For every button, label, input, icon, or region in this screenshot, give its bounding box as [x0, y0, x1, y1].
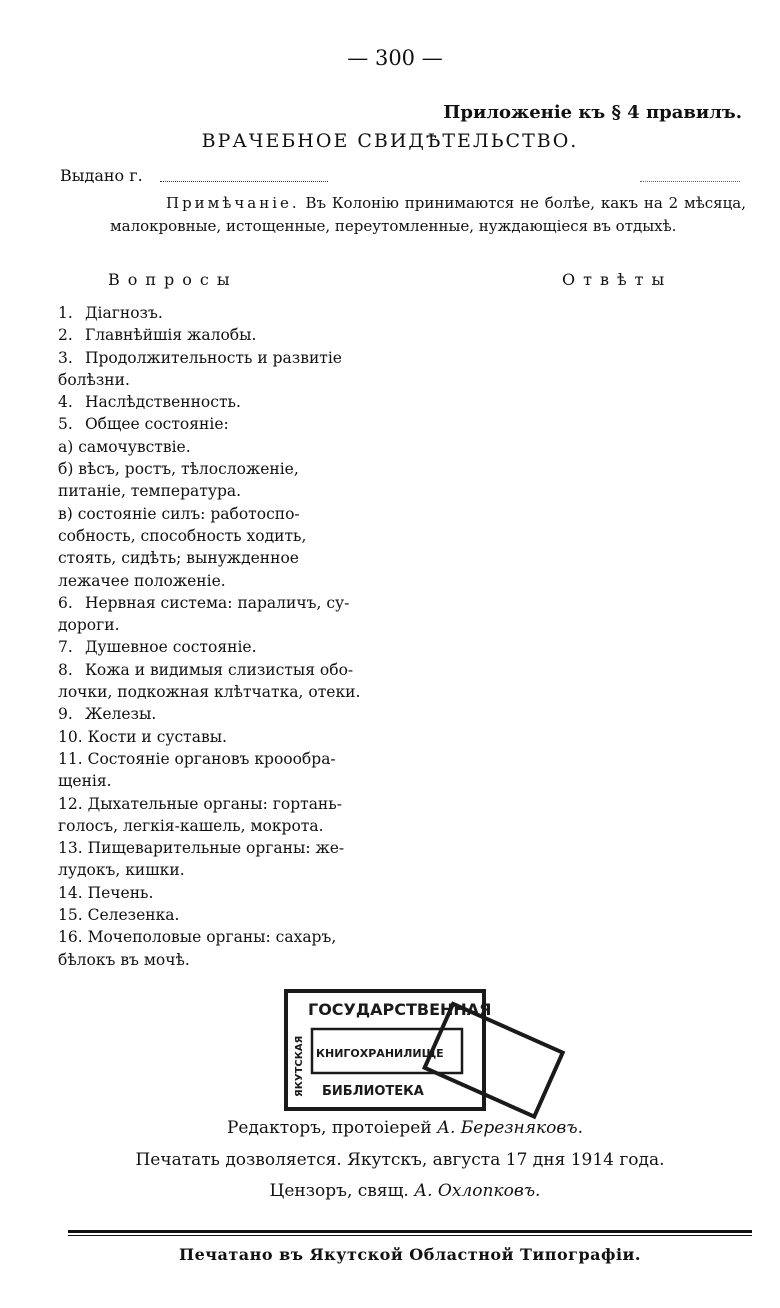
question-continuation: щенія. — [58, 772, 112, 791]
stamp-side-text: ЯКУТСКАЯ — [294, 1035, 305, 1097]
questions-list — [58, 302, 408, 971]
stamp-line-1: ГОСУДАРСТВЕННАЯ — [308, 1000, 492, 1019]
question-number: 7. — [58, 638, 73, 657]
question-number: 2. — [58, 326, 73, 345]
editor-label: Редакторъ, протоіерей — [226, 1118, 432, 1138]
appendix-reference: Приложеніе къ § 4 правилъ. — [443, 102, 742, 123]
question-text: Главнѣйшія жалобы. — [84, 326, 257, 345]
question-text: Нервная система: параличъ, су- — [84, 593, 350, 612]
library-stamp — [282, 985, 572, 1125]
question-number: 15. — [58, 906, 83, 925]
sub-question: а) самочувствіе. — [58, 437, 191, 456]
question-number: 1. — [58, 304, 73, 322]
question-item — [58, 703, 408, 725]
question-text: Кости и суставы. — [87, 727, 227, 746]
question-text: Общее состояніе: — [84, 415, 229, 434]
question-text: Пищеварительные органы: же- — [87, 839, 345, 858]
sub-question-continuation: собность, способность ходить, — [58, 526, 307, 545]
question-item — [58, 413, 408, 435]
question-item — [58, 659, 408, 681]
question-text: Душевное состояніе. — [84, 638, 257, 657]
question-item — [58, 592, 408, 614]
question-text: Мочеполовые органы: сахаръ, — [87, 928, 337, 947]
question-continuation: бѣлокъ въ мочѣ. — [58, 950, 190, 969]
question-item — [58, 882, 408, 904]
question-item — [58, 904, 408, 926]
question-text: Железы. — [84, 705, 157, 724]
question-item — [58, 837, 408, 859]
note-heading: Примѣчаніе. — [166, 194, 300, 212]
issued-label: Выдано г. — [60, 166, 143, 185]
question-number: 3. — [58, 348, 73, 367]
question-item — [58, 726, 408, 748]
question-number: 6. — [58, 593, 73, 612]
question-item — [58, 347, 408, 369]
question-item — [58, 793, 408, 815]
answers-column-header: Отвѣты — [562, 270, 673, 289]
note-text: Въ Колонію принимаются не болѣе, какъ на 2 мѣсяца, малокровные, истощенные, переутомленные, нуждающіеся въ отдыхѣ. — [110, 194, 746, 235]
question-item — [58, 391, 408, 413]
document-title: ВРАЧЕБНОЕ СВИДѢТЕЛЬСТВО. — [201, 130, 579, 152]
editor-line — [0, 1118, 780, 1138]
question-text: Дыхательные органы: гортань- — [87, 794, 342, 813]
sub-question-continuation: лежачее положеніе. — [58, 571, 226, 590]
question-text: Наслѣдственность. — [84, 393, 241, 412]
question-number: 13. — [58, 839, 83, 858]
censor-name: А. Охлопковъ. — [414, 1181, 541, 1201]
question-number: 10. — [58, 727, 83, 746]
question-text: Кожа и видимыя слизистыя обо- — [84, 660, 354, 679]
question-text: Селезенка. — [87, 906, 180, 925]
question-number: 14. — [58, 883, 83, 902]
footer-rule — [68, 1230, 752, 1233]
question-continuation: дороги. — [58, 616, 120, 635]
question-text: Продолжительность и развитіе — [84, 348, 342, 367]
question-continuation: голосъ, легкія-кашель, мокрота. — [58, 816, 324, 835]
question-text: Состояніе органовъ кроообра- — [87, 749, 336, 768]
sub-question-continuation: стоять, сидѣть; вынужденное — [58, 549, 299, 568]
sub-question-continuation: питаніе, температура. — [58, 482, 242, 501]
stamp-line-2: КНИГОХРАНИЛИЩЕ — [316, 1047, 444, 1060]
footer-rule-thin — [68, 1235, 752, 1236]
issued-fill-line-right — [640, 181, 740, 182]
questions-column-header: Вопросы — [108, 270, 238, 289]
question-continuation: лочки, подкожная клѣтчатка, отеки. — [58, 683, 361, 702]
page-number: — 300 — — [347, 46, 443, 70]
stamp-line-3: БИБЛИОТЕКА — [322, 1084, 424, 1099]
sub-question: в) состояніе силъ: работоспо- — [58, 504, 300, 523]
censor-label: Цензоръ, свящ. — [269, 1181, 409, 1201]
question-continuation: лудокъ, кишки. — [58, 861, 185, 880]
question-item — [58, 324, 408, 346]
note-paragraph — [110, 192, 746, 238]
question-item — [58, 926, 408, 948]
print-permission: Печатать дозволяется. Якутскъ, августа 17 дня 1914 года. — [135, 1150, 665, 1170]
question-number: 11. — [58, 749, 83, 768]
question-number: 4. — [58, 393, 73, 412]
censor-line — [0, 1181, 780, 1201]
question-number: 16. — [58, 928, 83, 947]
question-text: Печень. — [87, 883, 154, 902]
question-number: 9. — [58, 705, 73, 724]
editor-name: А. Березняковъ. — [437, 1118, 584, 1138]
question-number: 12. — [58, 794, 83, 813]
printer-imprint: Печатано въ Якутской Областной Типографіи. — [179, 1245, 641, 1264]
sub-question: б) вѣсъ, ростъ, тѣлосложеніе, — [58, 460, 299, 479]
question-continuation: болѣзни. — [58, 370, 130, 389]
question-item — [58, 636, 408, 658]
issued-fill-line — [160, 181, 328, 182]
question-number: 8. — [58, 660, 73, 679]
question-item — [58, 302, 408, 324]
question-number: 5. — [58, 415, 73, 434]
question-item — [58, 748, 408, 770]
question-text: Діагнозъ. — [84, 304, 163, 322]
